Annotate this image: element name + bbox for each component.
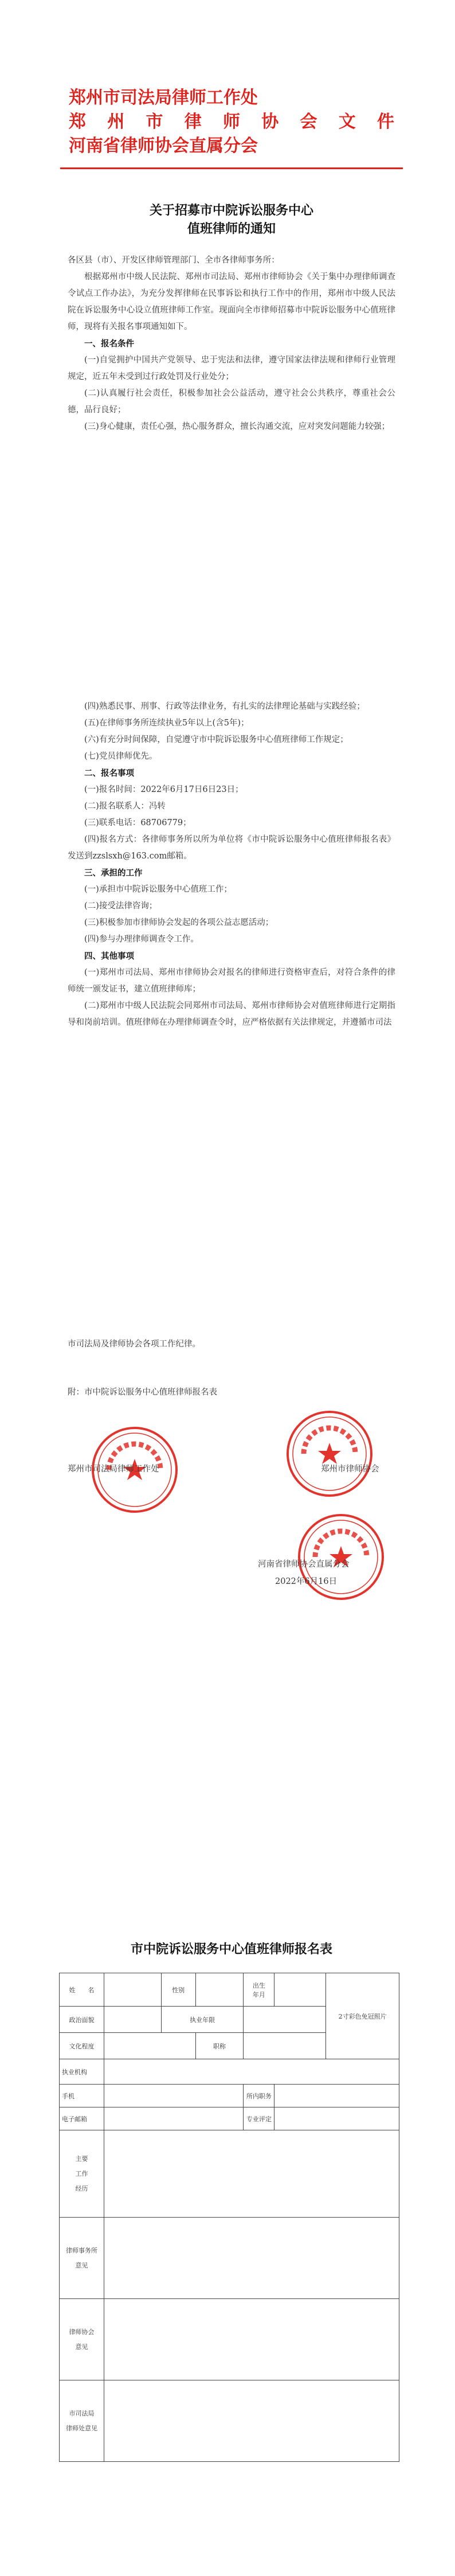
label-phone: 手机 xyxy=(60,2085,104,2107)
attachment-text: 附：市中院诉讼服务中心值班律师报名表 xyxy=(68,1388,217,1397)
value-title-rank[interactable] xyxy=(244,2033,326,2059)
letterhead-char: 律 xyxy=(184,112,202,132)
notice-body-part-1 xyxy=(68,252,395,435)
label-position: 所内职务 xyxy=(244,2085,274,2107)
s1-item-7: (七)党员律师优先。 xyxy=(84,752,158,761)
label-specialty: 专业评定 xyxy=(244,2107,274,2130)
label-email: 电子邮箱 xyxy=(60,2107,104,2130)
value-bureau-opinion[interactable] xyxy=(104,2380,399,2462)
assoc-seal-icon xyxy=(287,1411,372,1497)
s4-item-2: (二)郑州市中级人民法院会同郑州市司法局、郑州市律师协会对值班律师进行定期指导和岗前培训。值班律师在办理律师调查令时，应严格依据有关法律规定，并遵循市司法 xyxy=(68,1001,395,1027)
intro-paragraph: 根据郑州市中级人民法院、郑州市司法局、郑州市律师协会《关于集中办理律师调查令试点工作办法》，为充分发挥律师在民事诉讼和执行工作中的作用，郑州市中级人民法院在诉讼服务中心设立值班律师工作室。现面向全市律师招募市中院诉讼服务中心值班律师，现将有关报名事项通知如下。 xyxy=(68,272,395,331)
value-phone[interactable] xyxy=(104,2085,244,2107)
s1-item-2: (二)认真履行社会责任，积极参加社会公益活动，遵守社会公共秩序，尊重社会公德，品行良好； xyxy=(68,389,395,415)
label-politics: 政治面貌 xyxy=(60,2007,104,2033)
s2-item-4: (四)报名方式：各律师事务所以所为单位将《市中院诉讼服务中心值班律师报名表》发送到zzslsxh@163.com邮箱。 xyxy=(68,835,395,861)
s1-item-1: (一)自觉拥护中国共产党领导、忠于宪法和法律，遵守国家法律法规和律师行业管理规定，近五年未受到过行政处罚及行业处分； xyxy=(68,356,395,381)
s4-item-1: (一)郑州市司法局、郑州市律师协会对报名的律师进行资格审查后，对符合条件的律师统一颁发证书，建立值班律师库； xyxy=(68,968,395,994)
s4-item-2-continued: 市司法局及律师协会各项工作纪律。 xyxy=(68,1340,201,1349)
doc-title-line-1: 关于招募市中院诉讼服务中心 xyxy=(149,203,313,218)
label-birth: 出生 年月 xyxy=(244,1973,274,2007)
form-title: 市中院诉讼服务中心值班律师报名表 xyxy=(130,1942,332,1957)
label-title-rank: 职称 xyxy=(195,2033,244,2059)
signature-branch: 河南省律师协会直属分会 xyxy=(258,1560,350,1569)
letterhead-char: 件 xyxy=(377,112,394,132)
label-experience: 主要 工作 经历 xyxy=(60,2130,104,2218)
value-specialty[interactable] xyxy=(274,2107,399,2130)
value-email[interactable] xyxy=(104,2107,244,2130)
letterhead-line-3: 河南省律师协会直属分会 xyxy=(69,136,258,156)
letterhead-char: 师 xyxy=(223,112,240,132)
s1-item-3: (三)身心健康，责任心强，热心服务群众，擅长沟通交流，应对突发问题能力较强； xyxy=(84,422,390,431)
s1-item-4: (四)熟悉民事、刑事、行政等法律业务，有扎实的法律理论基础与实践经验； xyxy=(84,702,365,711)
s3-item-3: (三)积极参加市律师协会发起的各项公益志愿活动； xyxy=(84,918,274,927)
label-education: 文化程度 xyxy=(60,2033,104,2059)
value-firm-opinion[interactable] xyxy=(104,2218,399,2299)
value-position[interactable] xyxy=(274,2085,399,2107)
salutation: 各区县（市）、开发区律师管理部门、全市各律师事务所： xyxy=(68,256,280,265)
label-firm: 执业机构 xyxy=(60,2059,104,2085)
label-firm-opinion: 律师事务所 意见 xyxy=(60,2218,104,2299)
value-gender[interactable] xyxy=(195,1973,244,2007)
letterhead-char: 州 xyxy=(107,112,125,132)
value-experience[interactable] xyxy=(104,2130,399,2218)
section-3-title: 三、承担的工作 xyxy=(84,868,143,878)
value-politics[interactable] xyxy=(104,2007,161,2033)
letterhead xyxy=(69,86,413,158)
value-license-years[interactable] xyxy=(244,2007,326,2033)
s1-item-5: (五)在律师事务所连续执业5年以上(含5年)； xyxy=(84,719,249,728)
notice-body-part-3 xyxy=(68,1336,395,1353)
value-birth[interactable] xyxy=(274,1973,326,2007)
section-2-title: 二、报名事项 xyxy=(84,768,134,778)
value-name[interactable] xyxy=(104,1973,161,2007)
signature-bureau: 郑州市司法局律师工作处 xyxy=(68,1465,159,1474)
attachment-note xyxy=(68,1384,395,1401)
s1-item-6: (六)有充分时间保障，自觉遵守市中院诉讼服务中心值班律师工作规定； xyxy=(84,735,348,744)
letterhead-char: 会 xyxy=(300,112,317,132)
section-4-title: 四、其他事项 xyxy=(84,951,134,961)
value-assoc-opinion[interactable] xyxy=(104,2299,399,2380)
registration-form-table xyxy=(59,1973,399,2462)
letterhead-char: 郑 xyxy=(69,112,86,132)
letterhead-char: 市 xyxy=(146,112,163,132)
signature-date: 2022年6月16日 xyxy=(275,1577,338,1586)
label-license-years: 执业年限 xyxy=(161,2007,244,2033)
s3-item-4: (四)参与办理律师调查令工作。 xyxy=(84,935,199,944)
signature-assoc: 郑州市律师协会 xyxy=(321,1465,379,1474)
letterhead-line-1: 郑州市司法局律师工作处 xyxy=(69,88,258,108)
letterhead-char: 协 xyxy=(261,112,279,132)
label-assoc-opinion: 律师协会 意见 xyxy=(60,2299,104,2380)
letterhead-line-2 xyxy=(69,110,394,134)
value-firm[interactable] xyxy=(104,2059,399,2085)
section-1-title: 一、报名条件 xyxy=(84,339,134,349)
label-name: 姓 名 xyxy=(60,1973,104,2007)
label-bureau-opinion: 市司法局 律师处意见 xyxy=(60,2380,104,2462)
notice-body-part-2 xyxy=(68,698,395,1031)
label-gender: 性别 xyxy=(161,1973,195,2007)
red-divider xyxy=(60,167,403,169)
s3-item-2: (二)接受法律咨询； xyxy=(84,901,158,911)
s2-item-1: (一)报名时间：2022年6月17日6日23日； xyxy=(84,785,244,794)
doc-title-line-2: 值班律师的通知 xyxy=(187,221,276,236)
s3-item-1: (一)承担市中院诉讼服务中心值班工作； xyxy=(84,885,232,894)
photo-box: 2寸彩色免冠照片 xyxy=(326,1973,399,2059)
s2-item-2: (二)报名联系人：冯转 xyxy=(84,802,166,811)
value-education[interactable] xyxy=(104,2033,195,2059)
s2-item-3: (三)联系电话：68706779； xyxy=(84,818,191,828)
branch-seal-icon xyxy=(298,1514,384,1600)
letterhead-char: 文 xyxy=(338,112,356,132)
